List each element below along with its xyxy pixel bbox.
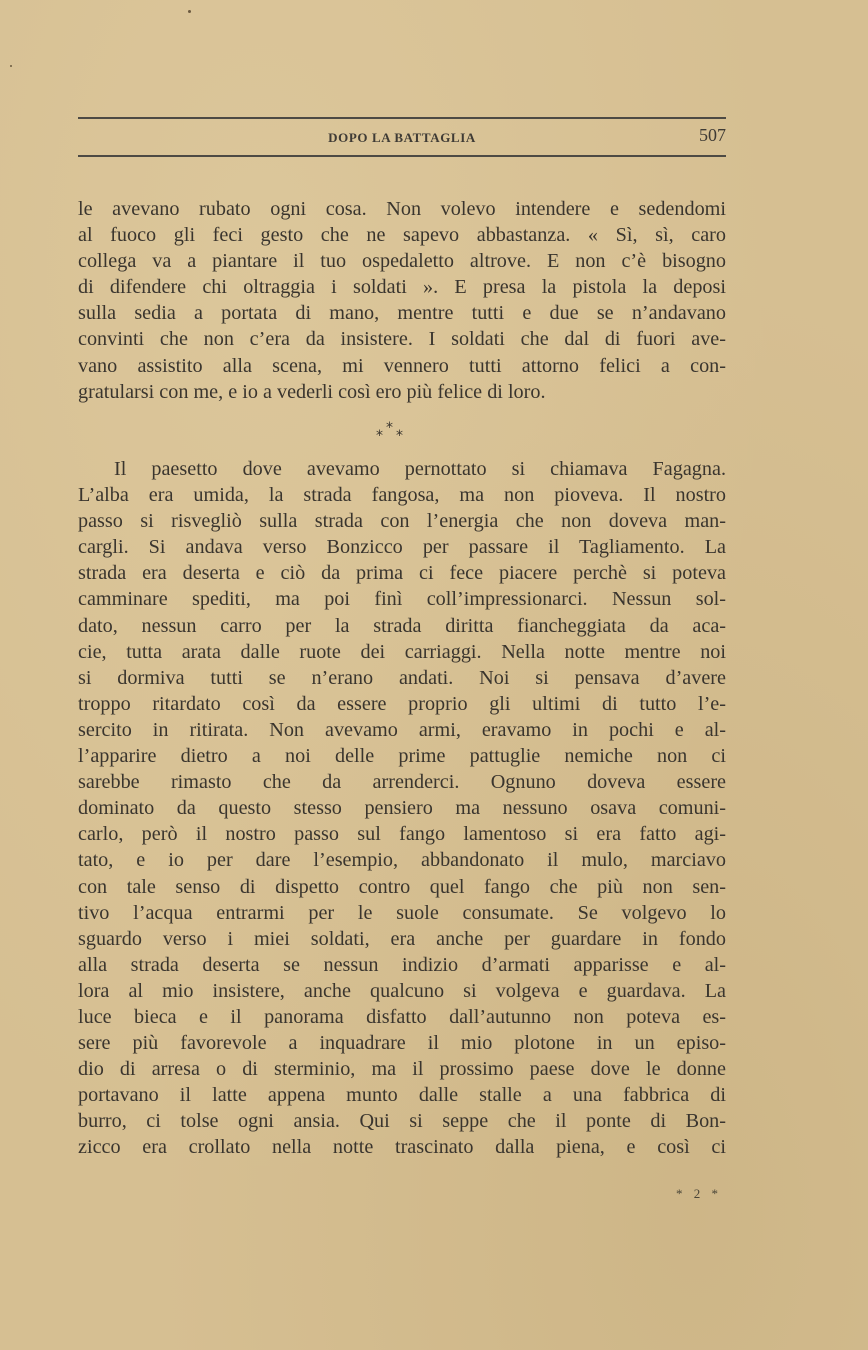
text-line: convinti che non c’era da insistere. I soldati che dal di fuori ave- <box>78 328 726 351</box>
text-line: troppo ritardato così da essere proprio gli ultimi di tutto l’e- <box>78 692 726 715</box>
asterism-star: * <box>396 428 403 444</box>
text-line: dio di arresa o di sterminio, ma il prossimo paese dove le donne <box>78 1058 726 1081</box>
text-line: di difendere chi oltraggia i soldati ». E presa la pistola la deposi <box>78 276 726 299</box>
paper-speck <box>188 10 191 13</box>
text-line: cie, tutta arata dalle ruote dei carriaggi. Nella notte mentre noi <box>78 640 726 663</box>
paragraph-2 <box>78 456 726 1161</box>
asterism-star: * <box>376 428 383 444</box>
text-line: strada era deserta e ciò da prima ci fece piacere perchè si poteva <box>78 562 726 585</box>
text-line: dominato da questo stesso pensiero ma nessuno osava comuni- <box>78 797 726 820</box>
text-line: con tale senso di dispetto contro quel fango che più non sen- <box>78 875 726 898</box>
text-line: collega va a piantare il tuo ospedaletto altrove. E non c’è bisogno <box>78 250 726 273</box>
text-line: passo si risvegliò sulla strada con l’energia che non doveva man- <box>78 510 726 533</box>
asterism-star: * <box>386 420 393 436</box>
page-number: 507 <box>699 125 726 145</box>
text-line: sere più favorevole a inquadrare il mio plotone in un episo- <box>78 1032 726 1055</box>
text-line: zicco era crollato nella notte trascinato dalla piena, e così ci <box>78 1136 726 1159</box>
text-line: lora al mio insistere, anche qualcuno si volgeva e guardava. La <box>78 979 726 1002</box>
printer-signature-mark: * 2 * <box>676 1186 722 1201</box>
section-break-asterism <box>368 418 428 448</box>
text-line: alla strada deserta se nessun indizio d’armati apparisse e al- <box>78 953 726 976</box>
running-header <box>78 117 726 157</box>
text-line: tivo l’acqua entrarmi per le suole consumate. Se volgevo lo <box>78 901 726 924</box>
text-line: le avevano rubato ogni cosa. Non volevo intendere e sedendomi <box>78 198 726 220</box>
header-rule-bottom <box>78 155 726 157</box>
text-line: portavano il latte appena munto dalle stalle a una fabbrica di <box>78 1084 726 1107</box>
text-line: sarebbe rimasto che da arrenderci. Ognuno doveva essere <box>78 771 726 794</box>
text-line: si dormiva tutti se n’erano andati. Noi si pensava d’avere <box>78 666 726 689</box>
text-line: gratularsi con me, e io a vederli così ero più felice di loro. <box>78 380 546 403</box>
text-line: camminare spediti, ma poi finì coll’impressionarci. Nessun sol- <box>78 588 726 611</box>
paragraph-1 <box>78 196 726 405</box>
text-line: tato, e io per dare l’esempio, abbandonato il mulo, marciavo <box>78 849 726 872</box>
text-line: sguardo verso i miei soldati, era anche per guardare in fondo <box>78 927 726 950</box>
text-line: l’apparire dietro a noi delle prime pattuglie nemiche non ci <box>78 745 726 768</box>
running-title: DOPO LA BATTAGLIA <box>328 130 476 145</box>
text-line: luce bieca e il panorama disfatto dall’autunno non poteva es- <box>78 1005 726 1028</box>
text-line: L’alba era umida, la strada fangosa, ma non pioveva. Il nostro <box>78 484 726 507</box>
text-line: sulla sedia a portata di mano, mentre tutti e due se n’andavano <box>78 302 726 325</box>
text-line: Il paesetto dove avevamo pernottato si chiamava Fagagna. <box>114 458 726 480</box>
paper-speck <box>10 65 12 67</box>
header-rule-top <box>78 117 726 119</box>
text-line: burro, ci tolse ogni ansia. Qui si seppe che il ponte di Bon- <box>78 1110 726 1133</box>
text-line: carlo, però il nostro passo sul fango lamentoso si era fatto agi- <box>78 823 726 846</box>
text-line: cargli. Si andava verso Bonzicco per passare il Tagliamento. La <box>78 536 726 559</box>
text-line: dato, nessun carro per la strada diritta fiancheggiata da aca- <box>78 614 726 637</box>
text-line: vano assistito alla scena, mi vennero tutti attorno felici a con- <box>78 354 726 377</box>
text-line: sercito in ritirata. Non avevamo armi, eravamo in pochi e al- <box>78 718 726 741</box>
text-line: al fuoco gli feci gesto che ne sapevo abbastanza. « Sì, sì, caro <box>78 224 726 247</box>
